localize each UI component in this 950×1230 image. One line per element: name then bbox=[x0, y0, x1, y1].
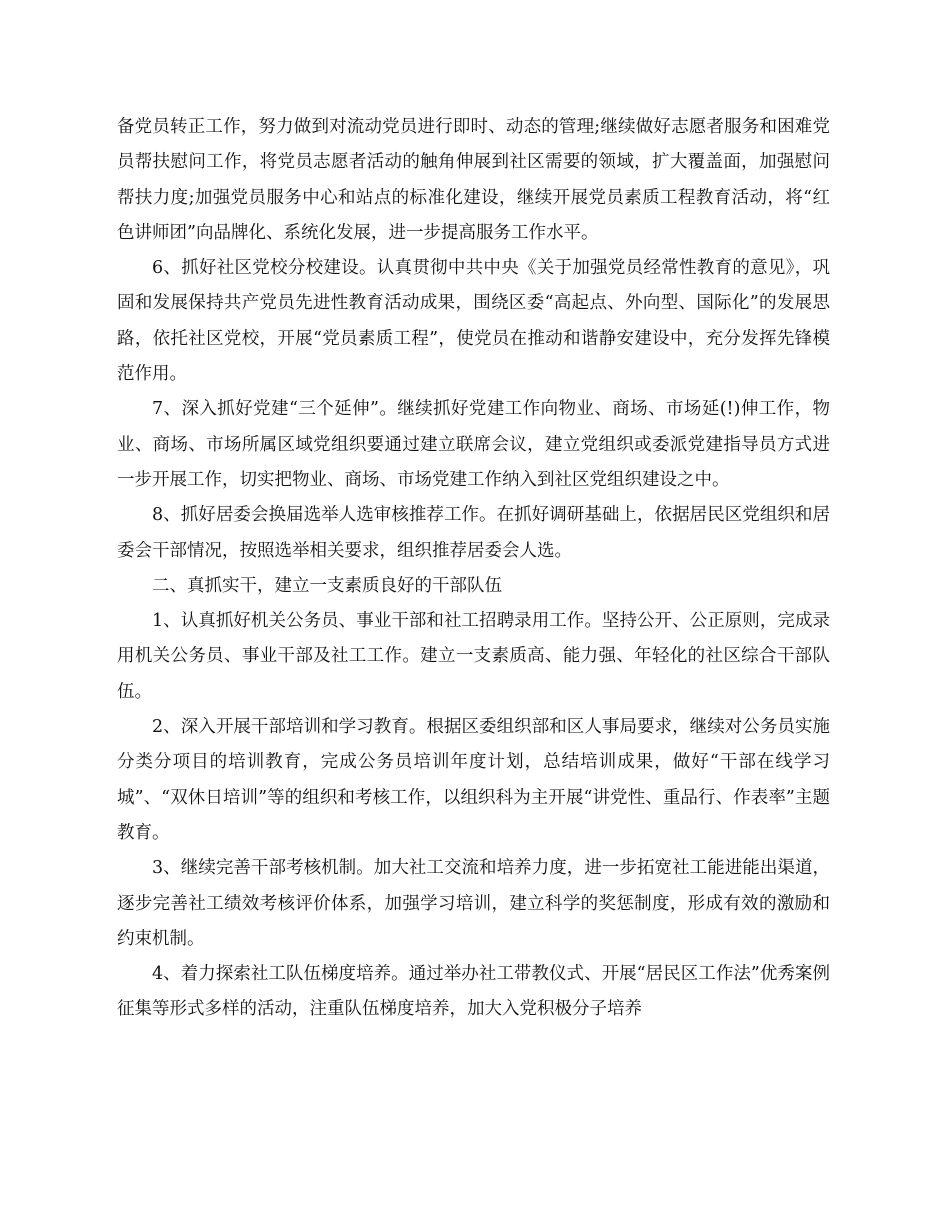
paragraph-item-7: 7、深入抓好党建“三个延伸”。继续抓好党建工作向物业、商场、市场延(!)伸工作，物业、商场、市场所属区域党组织要通过建立联席会议，建立党组织或委派党建指导员方式进一步开展工作，切实把物业、商场、市场党建工作纳入到社区党组织建设之中。 bbox=[117, 399, 830, 490]
paragraph-item-6: 6、抓好社区党校分校建设。认真贯彻中共中央《关于加强党员经常性教育的意见》，巩固和发展保持共产党员先进性教育活动成果，围绕区委“高起点、外向型、国际化”的发展思路，依托社区党校，开展“党员素质工程”，使党员在推动和谐静安建设中，充分发挥先锋模范作用。 bbox=[117, 258, 830, 385]
paragraph-section2-item-3: 3、继续完善干部考核机制。加大社工交流和培养力度，进一步拓宽社工能进能出渠道，逐步完善社工绩效考核评价体系，加强学习培训，建立科学的奖惩制度，形成有效的激励和约束机制。 bbox=[117, 858, 830, 949]
paragraph-section2-item-2: 2、深入开展干部培训和学习教育。根据区委组织部和区人事局要求，继续对公务员实施分类分项目的培训教育，完成公务员培训年度计划，总结培训成果，做好“干部在线学习城”、“双休日培训”等的组织和考核工作，以组织科为主开展“讲党性、重品行、作表率”主题教育。 bbox=[117, 717, 830, 843]
paragraph-continuation: 备党员转正工作，努力做到对流动党员进行即时、动态的管理;继续做好志愿者服务和困难党员帮扶慰问工作，将党员志愿者活动的触角伸展到社区需要的领域，扩大覆盖面，加强慰问帮扶力度;加强党员服务中心和站点的标准化建设，继续开展党员素质工程教育活动，将“红色讲师团”向品牌化、系统化发展，进一步提高服务工作水平。 bbox=[117, 117, 830, 243]
paragraph-section2-item-1: 1、认真抓好机关公务员、事业干部和社工招聘录用工作。坚持公开、公正原则，完成录用机关公务员、事业干部及社工工作。建立一支素质高、能力强、年轻化的社区综合干部队伍。 bbox=[117, 611, 830, 702]
paragraph-item-8: 8、抓好居委会换届选举人选审核推荐工作。在抓好调研基础上，依据居民区党组织和居委会干部情况，按照选举相关要求，组织推荐居委会人选。 bbox=[117, 505, 830, 561]
document-body bbox=[117, 110, 830, 1028]
paragraph-section2-item-4: 4、着力探索社工队伍梯度培养。通过举办社工带教仪式、开展“居民区工作法”优秀案例征集等形式多样的活动，注重队伍梯度培养，加大入党积极分子培养 bbox=[117, 964, 830, 1020]
section-heading-2: 二、真抓实干，建立一支素质良好的干部队伍 bbox=[152, 575, 502, 596]
